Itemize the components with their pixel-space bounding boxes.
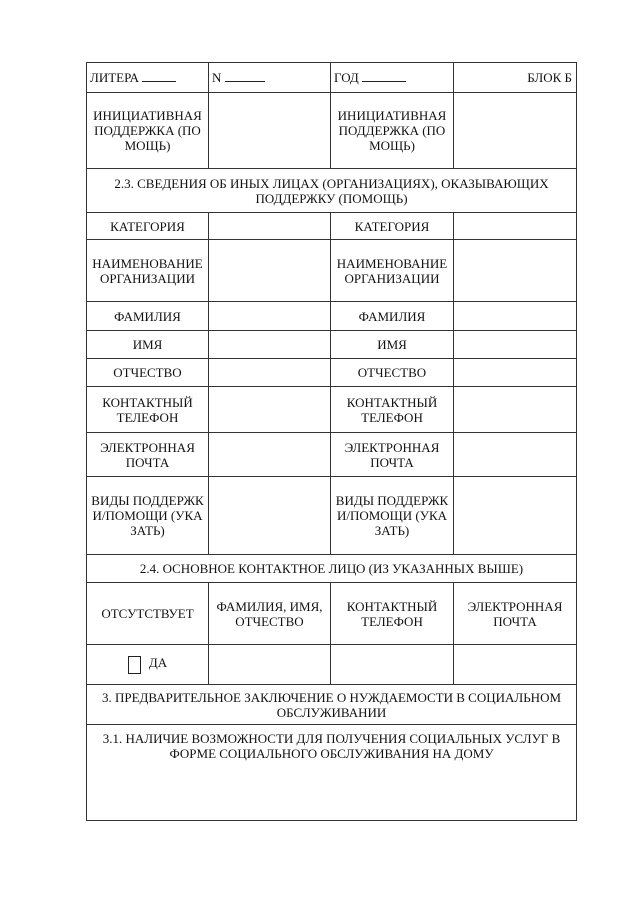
field-value-left[interactable] (209, 213, 331, 240)
field-row-category (87, 213, 577, 240)
year-label: ГОД (334, 70, 359, 85)
contact-values-row (87, 645, 577, 685)
absent-checkbox-cell (87, 645, 209, 685)
section-2-4-title: 2.4. ОСНОВНОЕ КОНТАКТНОЕ ЛИЦО (ИЗ УКАЗАННЫХ ВЫШЕ) (87, 555, 577, 583)
field-value-left[interactable] (209, 387, 331, 433)
field-value-left[interactable] (209, 331, 331, 359)
field-value-left[interactable] (209, 433, 331, 477)
field-label-left: ОТЧЕСТВО (87, 359, 209, 387)
field-value-left[interactable] (209, 359, 331, 387)
field-row-name (87, 331, 577, 359)
column-contact-phone: КОНТАКТНЫЙ ТЕЛЕФОН (331, 583, 454, 645)
field-value-right[interactable] (454, 359, 577, 387)
initiative-support-value-right[interactable] (454, 93, 577, 169)
litera-blank[interactable] (142, 80, 176, 82)
field-label-right: ФАМИЛИЯ (331, 302, 454, 331)
number-label: N (212, 70, 222, 85)
field-label-left: НАИМЕНОВАНИЕ ОРГАНИЗАЦИИ (87, 240, 209, 302)
initiative-support-label-left: ИНИЦИАТИВНАЯ ПОДДЕРЖКА (ПОМОЩЬ) (87, 93, 209, 169)
section-2-3-row (87, 169, 577, 213)
checkbox-label: ДА (148, 655, 168, 671)
field-label-left: ЭЛЕКТРОННАЯ ПОЧТА (87, 433, 209, 477)
field-row-surname (87, 302, 577, 331)
block-label: БЛОК Б (454, 63, 577, 93)
field-value-left[interactable] (209, 302, 331, 331)
field-value-right[interactable] (454, 433, 577, 477)
field-value-left[interactable] (209, 477, 331, 555)
form-header-row (87, 63, 577, 93)
field-value-right[interactable] (454, 331, 577, 359)
section-3-title: 3. ПРЕДВАРИТЕЛЬНОЕ ЗАКЛЮЧЕНИЕ О НУЖДАЕМОСТИ В СОЦИАЛЬНОМ ОБСЛУЖИВАНИИ (87, 685, 577, 725)
social-service-form (86, 62, 577, 821)
column-absent: ОТСУТСТВУЕТ (87, 583, 209, 645)
contact-phone-value[interactable] (331, 645, 454, 685)
year-blank[interactable] (362, 80, 406, 82)
field-value-right[interactable] (454, 240, 577, 302)
number-cell[interactable] (209, 63, 331, 93)
field-row-support-types (87, 477, 577, 555)
email-value[interactable] (454, 645, 577, 685)
initiative-support-label-right: ИНИЦИАТИВНАЯ ПОДДЕРЖКА (ПОМОЩЬ) (331, 93, 454, 169)
contact-columns-row (87, 583, 577, 645)
initiative-support-value-left[interactable] (209, 93, 331, 169)
litera-cell[interactable] (87, 63, 209, 93)
section-2-3-title: 2.3. СВЕДЕНИЯ ОБ ИНЫХ ЛИЦАХ (ОРГАНИЗАЦИЯХ), ОКАЗЫВАЮЩИХ ПОДДЕРЖКУ (ПОМОЩЬ) (87, 169, 577, 213)
field-value-right[interactable] (454, 213, 577, 240)
field-row-email (87, 433, 577, 477)
field-label-left: ВИДЫ ПОДДЕРЖКИ/ПОМОЩИ (УКАЗАТЬ) (87, 477, 209, 555)
field-label-right: ОТЧЕСТВО (331, 359, 454, 387)
field-label-right: ВИДЫ ПОДДЕРЖКИ/ПОМОЩИ (УКАЗАТЬ) (331, 477, 454, 555)
field-label-right: ЭЛЕКТРОННАЯ ПОЧТА (331, 433, 454, 477)
initiative-support-row (87, 93, 577, 169)
field-row-phone (87, 387, 577, 433)
field-label-left: КОНТАКТНЫЙ ТЕЛЕФОН (87, 387, 209, 433)
litera-label: ЛИТЕРА (90, 70, 140, 85)
section-3-1-title: 3.1. НАЛИЧИЕ ВОЗМОЖНОСТИ ДЛЯ ПОЛУЧЕНИЯ СОЦИАЛЬНЫХ УСЛУГ В ФОРМЕ СОЦИАЛЬНОГО ОБСЛУЖИВАНИЯ НА ДОМУ (87, 725, 577, 821)
field-value-right[interactable] (454, 477, 577, 555)
field-label-right: КАТЕГОРИЯ (331, 213, 454, 240)
field-row-patronymic (87, 359, 577, 387)
column-email: ЭЛЕКТРОННАЯ ПОЧТА (454, 583, 577, 645)
column-full-name: ФАМИЛИЯ, ИМЯ, ОТЧЕСТВО (209, 583, 331, 645)
year-cell[interactable] (331, 63, 454, 93)
field-label-left: КАТЕГОРИЯ (87, 213, 209, 240)
field-row-organization (87, 240, 577, 302)
field-value-right[interactable] (454, 387, 577, 433)
field-value-left[interactable] (209, 240, 331, 302)
field-label-right: ИМЯ (331, 331, 454, 359)
number-blank[interactable] (225, 80, 265, 82)
section-2-4-row (87, 555, 577, 583)
section-3-row (87, 685, 577, 725)
field-label-right: НАИМЕНОВАНИЕ ОРГАНИЗАЦИИ (331, 240, 454, 302)
field-label-right: КОНТАКТНЫЙ ТЕЛЕФОН (331, 387, 454, 433)
absent-checkbox[interactable] (128, 656, 141, 674)
full-name-value[interactable] (209, 645, 331, 685)
section-3-1-row (87, 725, 577, 821)
field-label-left: ФАМИЛИЯ (87, 302, 209, 331)
field-value-right[interactable] (454, 302, 577, 331)
field-label-left: ИМЯ (87, 331, 209, 359)
